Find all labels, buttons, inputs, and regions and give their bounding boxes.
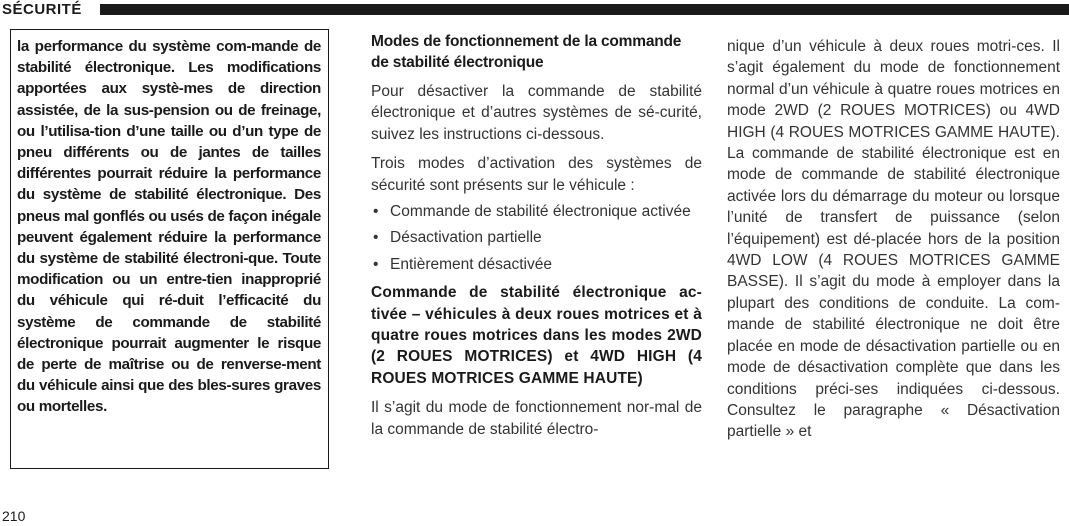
list-item: • Entièrement désactivée [371,254,702,275]
paragraph-deactivate: Pour désactiver la commande de stabilité électronique et d’autres systèmes de sé-curité, suivez les instructions ci-dessous. [371,83,702,143]
list-item: • Désactivation partielle [371,227,702,248]
bullet-icon: • [373,229,379,247]
column-3-text: nique d’un véhicule à deux roues motri-ces. Il s’agit également du mode de fonctionnement normal d’un véhicule à quatre roues motrices en mode 2WD (2 ROUES MOTRICES) ou 4WD HIGH (4 ROUES MOTRICES GAMME HAUTE). La commande de stabilité électronique est en mode de commande de stabilité électronique activée lors du démarrage du moteur ou lorsque l’unité de transfert de puissance (selon l’équipement) est dé-placée hors de la position 4WD LOW (4 ROUES MOTRICES GAMME BASSE). Il s’agit du mode à employer dans la plupart des conditions de conduite. La com-mande de stabilité électronique ne doit être placée en mode de désactivation partielle ou en mode de désactivation complète que dans les conditions préci-ses indiquées ci-dessous. Consultez le paragraphe « Désactivation partielle » et [727,38,1060,441]
paragraph-normal-mode: Il s’agit du mode de fonctionnement nor-mal de la commande de stabilité électro- [371,399,702,438]
modes-list [371,201,702,275]
header-rule [100,4,1069,15]
bullet-icon: • [373,255,379,273]
page-header [0,0,1069,22]
list-item: • Commande de stabilité électronique activée [371,201,702,222]
section-title: SÉCURITÉ [2,1,82,18]
column-2 [371,31,702,440]
subsection-heading: Commande de stabilité électronique ac-tivée – véhicules à deux roues motrices et à quatre roues motrices dans les modes 2WD (2 ROUES MOTRICES) et 4WD HIGH (4 ROUES MOTRICES GAMME HAUTE) [371,284,702,387]
section-heading: Modes de fonctionnement de la commande de stabilité électronique [371,33,682,71]
bullet-icon: • [373,203,379,221]
paragraph-modes: Trois modes d’activation des systèmes de sécurité sont présents sur le véhicule : [371,155,702,194]
warning-text: la performance du système com-mande de stabilité électronique. Les modifications apportées aux systè-mes de direction assistée, de la sus-pension ou de freinage, ou l’utilisa-tion d’une taille ou d’un type de pneu différents ou de jantes de tailles différentes pourrait réduire la performance du système de stabilité électronique. Des pneus mal gonflés ou usés de façon inégale peuvent également réduire la performance du système de stabilité électroni-que. Toute modification ou un entre-tien inapproprié du véhicule qui ré-duit l’efficacité du système de commande de stabilité électronique pourrait augmenter le risque de perte de maîtrise ou de renverse-ment du véhicule ainsi que des bles-sures graves ou mortelles. [17,38,321,416]
page-number: 210 [2,508,26,524]
